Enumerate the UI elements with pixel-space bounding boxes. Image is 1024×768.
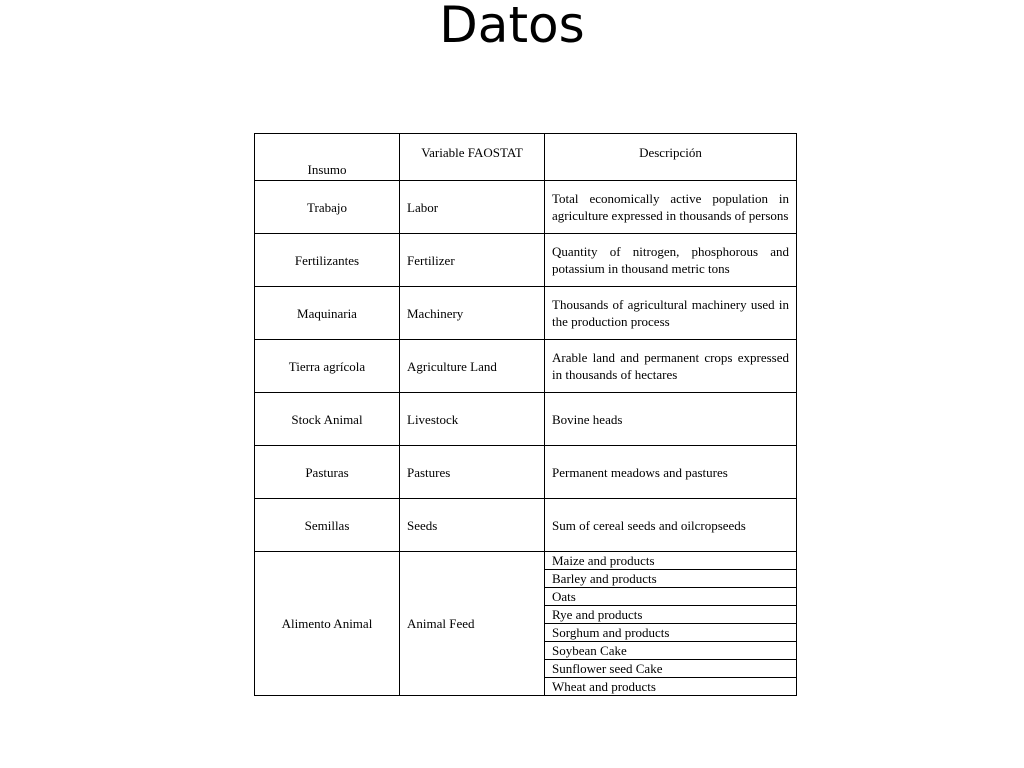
table-row [255, 181, 797, 234]
feed-item: Wheat and products [545, 678, 797, 696]
cell-insumo: Maquinaria [255, 287, 400, 340]
feed-item: Sunflower seed Cake [545, 660, 797, 678]
header-variable-faostat: Variable FAOSTAT [400, 134, 545, 181]
table-header-row [255, 134, 797, 181]
cell-variable: Livestock [400, 393, 545, 446]
cell-descripcion: Sum of cereal seeds and oilcropseeds [545, 499, 797, 552]
table-row-animal-feed [255, 552, 797, 570]
feed-item: Oats [545, 588, 797, 606]
cell-insumo: Semillas [255, 499, 400, 552]
feed-item: Rye and products [545, 606, 797, 624]
cell-insumo: Alimento Animal [255, 552, 400, 696]
cell-insumo: Pasturas [255, 446, 400, 499]
table-row [255, 340, 797, 393]
feed-item: Sorghum and products [545, 624, 797, 642]
data-table [254, 133, 797, 696]
table-row [255, 446, 797, 499]
cell-descripcion: Total economically active population in agriculture expressed in thousands of persons [545, 181, 797, 234]
cell-descripcion: Thousands of agricultural machinery used in the production process [545, 287, 797, 340]
table-row [255, 499, 797, 552]
cell-descripcion: Bovine heads [545, 393, 797, 446]
header-descripcion: Descripción [545, 134, 797, 181]
cell-insumo: Fertilizantes [255, 234, 400, 287]
slide-title: Datos [439, 0, 585, 54]
table-row [255, 393, 797, 446]
feed-item: Maize and products [545, 552, 797, 570]
table-row [255, 287, 797, 340]
table-row [255, 234, 797, 287]
cell-descripcion: Arable land and permanent crops expressed in thousands of hectares [545, 340, 797, 393]
cell-variable: Agriculture Land [400, 340, 545, 393]
cell-descripcion: Quantity of nitrogen, phosphorous and potassium in thousand metric tons [545, 234, 797, 287]
cell-insumo: Tierra agrícola [255, 340, 400, 393]
cell-descripcion: Permanent meadows and pastures [545, 446, 797, 499]
cell-insumo: Trabajo [255, 181, 400, 234]
cell-insumo: Stock Animal [255, 393, 400, 446]
header-insumo: Insumo [255, 134, 400, 181]
cell-variable: Pastures [400, 446, 545, 499]
cell-variable: Seeds [400, 499, 545, 552]
cell-variable: Labor [400, 181, 545, 234]
feed-item: Barley and products [545, 570, 797, 588]
feed-item: Soybean Cake [545, 642, 797, 660]
cell-variable: Fertilizer [400, 234, 545, 287]
cell-variable: Machinery [400, 287, 545, 340]
cell-variable: Animal Feed [400, 552, 545, 696]
